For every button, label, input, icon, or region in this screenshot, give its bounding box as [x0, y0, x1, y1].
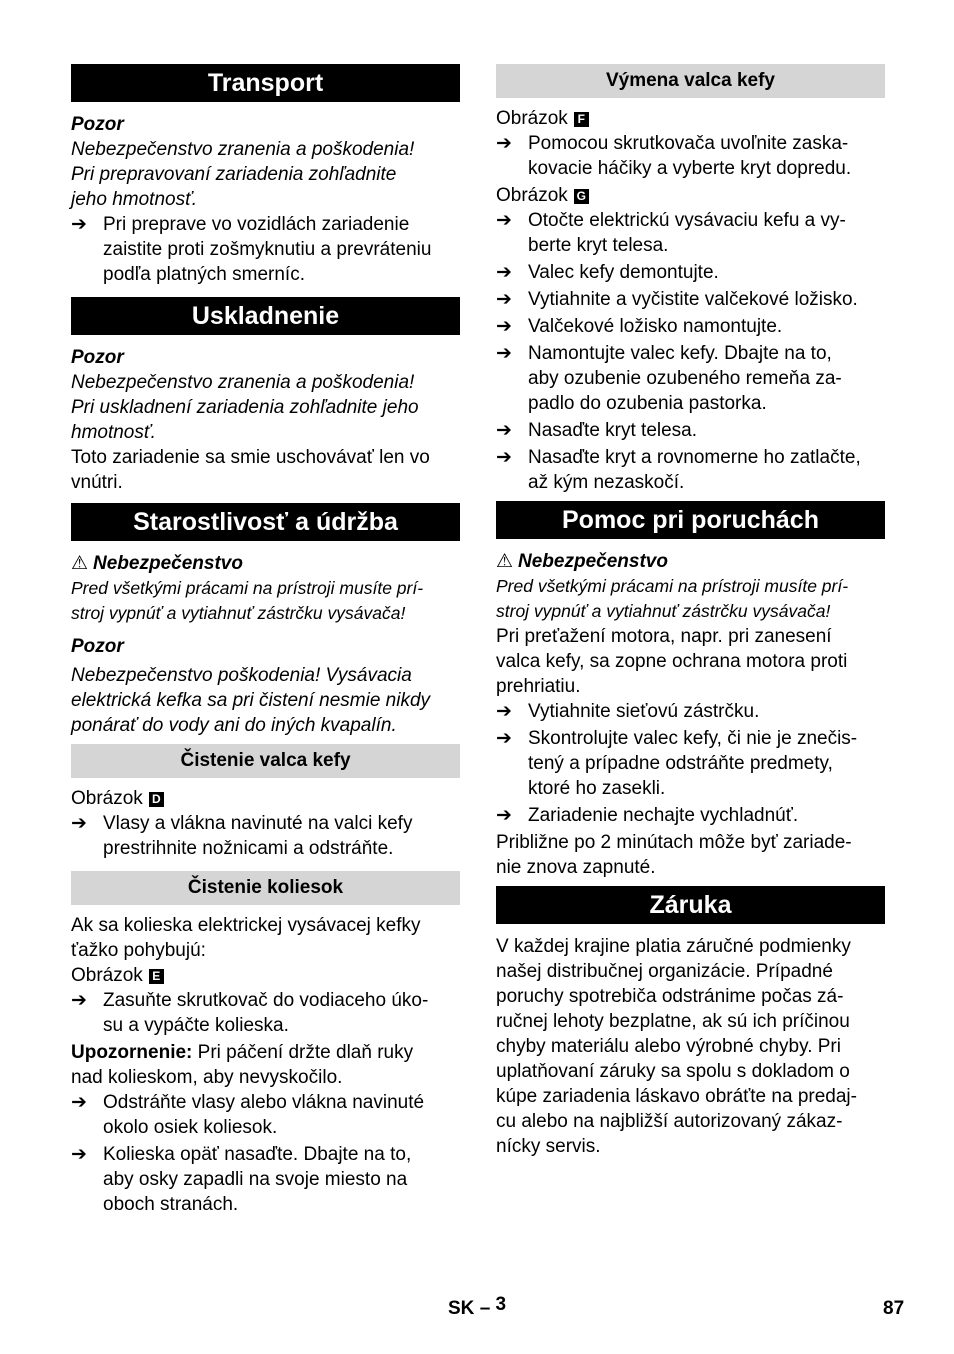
figure-letter-badge: D	[149, 792, 164, 807]
figure-reference: Obrázok F	[496, 106, 885, 131]
arrow-right-icon: ➔	[496, 343, 512, 364]
warning-triangle-icon: ⚠	[71, 553, 89, 574]
bullet-item: ➔ Valec kefy demontujte.	[496, 262, 719, 283]
body-text-line: prehriatiu.	[496, 676, 581, 697]
figure-reference: Obrázok D	[71, 786, 460, 811]
body-text-line: uplatňovaní záruky sa spolu s dokladom o	[496, 1061, 850, 1082]
arrow-right-icon: ➔	[71, 813, 87, 834]
body-text-line: valca kefy, sa zopne ochrana motora proti	[496, 651, 848, 672]
caution-text-line: Nebezpečenstvo zranenia a poškodenia!	[71, 139, 415, 160]
arrow-right-icon: ➔	[71, 1092, 87, 1113]
arrow-right-icon: ➔	[496, 447, 512, 468]
body-text-line: vnútri.	[71, 472, 123, 493]
arrow-right-icon: ➔	[496, 420, 512, 441]
danger-text-line: stroj vypnúť a vytiahnuť zástrčku vysávača!	[496, 601, 831, 621]
danger-text-line: stroj vypnúť a vytiahnuť zástrčku vysávača!	[71, 603, 406, 623]
body-text-line: ťažko pohybujú:	[71, 940, 206, 961]
arrow-right-icon: ➔	[496, 728, 512, 749]
body-text-line: ručnej lehoty bezplatne, ak sú ich príčinou	[496, 1011, 850, 1032]
body-text-line: chyby materiálu alebo výrobné chyby. Pri	[496, 1036, 841, 1057]
bullet-item: ➔ Pri preprave vo vozidlách zariadenie zaistite proti zošmyknutiu a prevráteniu podľa platných smerníc.	[71, 214, 432, 285]
section-heading-storage: Uskladnenie	[71, 297, 460, 335]
arrow-right-icon: ➔	[496, 289, 512, 310]
subsection-heading-roller-cleaning: Čistenie valca kefy	[71, 744, 460, 778]
footer-dash: –	[479, 1298, 491, 1319]
body-text-line: Pri preťažení motora, napr. pri zanesení	[496, 626, 832, 647]
subsection-heading-roller-replace: Výmena valca kefy	[496, 64, 885, 98]
arrow-right-icon: ➔	[71, 214, 87, 235]
warning-triangle-icon: ⚠	[496, 551, 514, 572]
caution-text-line: ponárať do vody ani do iných kvapalín.	[71, 715, 397, 736]
caution-text-line: hmotnosť.	[71, 422, 156, 443]
caution-text-line: elektrická kefka sa pri čistení nesmie nikdy	[71, 690, 431, 711]
left-column	[71, 64, 460, 1219]
body-text-line: poruchy spotrebiča odstránime počas zá-	[496, 986, 844, 1007]
bullet-item: ➔ Namontujte valec kefy. Dbajte na to, aby ozubenie ozubeného remeňa za- padlo do ozubenia pastorka.	[496, 343, 842, 414]
arrow-right-icon: ➔	[496, 701, 512, 722]
note-text: nad kolieskom, aby nevyskočilo.	[71, 1067, 343, 1088]
figure-letter-badge: G	[574, 189, 589, 204]
caution-text-line: jeho hmotnosť.	[71, 189, 198, 210]
arrow-right-icon: ➔	[496, 805, 512, 826]
body-text-line: V každej krajine platia záručné podmienky	[496, 936, 851, 957]
bullet-item: ➔ Nasaďte kryt a rovnomerne ho zatlačte, až kým nezaskočí.	[496, 447, 861, 493]
body-text-line: Toto zariadenie sa smie uschovávať len vo	[71, 447, 430, 468]
bullet-item: ➔ Kolieska opäť nasaďte. Dbajte na to, aby osky zapadli na svoje miesto na oboch stranách.	[71, 1144, 412, 1215]
bullet-item: ➔ Pomocou skrutkovača uvoľnite zaska- kovacie háčiky a vyberte kryt dopredu.	[496, 133, 852, 179]
footer-language: SK	[448, 1298, 475, 1319]
bullet-item: ➔ Zasuňte skrutkovač do vodiaceho úko- su a vypáčte kolieska.	[71, 990, 429, 1036]
arrow-right-icon: ➔	[496, 262, 512, 283]
right-column	[496, 64, 885, 1159]
bullet-item: ➔ Vlasy a vlákna navinuté na valci kefy prestrihnite nožnicami a odstráňte.	[71, 813, 413, 859]
arrow-right-icon: ➔	[71, 990, 87, 1011]
body-text-line: našej distribučnej organizácie. Prípadné	[496, 961, 833, 982]
note-text: Upozornenie: Pri páčení držte dlaň ruky	[71, 1042, 414, 1063]
note-label: Upozornenie:	[71, 1042, 193, 1063]
body-text-line: nie znova zapnuté.	[496, 857, 656, 878]
caution-label: Pozor	[71, 636, 124, 657]
page-number: 87	[883, 1298, 905, 1319]
arrow-right-icon: ➔	[496, 210, 512, 231]
figure-letter-badge: E	[149, 969, 164, 984]
body-text-line: Približne po 2 minútach môže byť zariade-	[496, 832, 852, 853]
arrow-right-icon: ➔	[71, 1144, 87, 1165]
danger-text-line: Pred všetkými prácami na prístroji musíte prí-	[496, 576, 849, 596]
danger-label: ⚠ Nebezpečenstvo	[496, 551, 668, 572]
bullet-item: ➔ Odstráňte vlasy alebo vlákna navinuté okolo osiek koliesok.	[71, 1092, 425, 1138]
figure-letter-badge: F	[574, 112, 589, 127]
section-heading-warranty: Záruka	[496, 886, 885, 924]
caution-text-line: Nebezpečenstvo poškodenia! Vysávacia	[71, 665, 412, 686]
figure-reference: Obrázok E	[71, 963, 460, 988]
caution-text-line: Pri uskladnení zariadenia zohľadnite jeho	[71, 397, 419, 418]
body-text-line: Ak sa kolieska elektrickej vysávacej kefky	[71, 915, 421, 936]
bullet-item: ➔ Skontrolujte valec kefy, či nie je znečis- tený a prípadne odstráňte predmety, ktoré ho zasekli.	[496, 728, 858, 799]
bullet-item: ➔ Vytiahnite sieťovú zástrčku.	[496, 701, 760, 722]
section-heading-troubleshooting: Pomoc pri poruchách	[496, 501, 885, 539]
caution-label: Pozor	[71, 114, 124, 135]
body-text-line: cu alebo na najbližší autorizovaný zákaz-	[496, 1111, 843, 1132]
caution-label: Pozor	[71, 347, 124, 368]
arrow-right-icon: ➔	[496, 133, 512, 154]
section-heading-transport: Transport	[71, 64, 460, 102]
subsection-heading-wheel-cleaning: Čistenie koliesok	[71, 871, 460, 905]
caution-text-line: Pri prepravovaní zariadenia zohľadnite	[71, 164, 397, 185]
figure-reference: Obrázok G	[496, 183, 885, 208]
footer-section-marker	[448, 1294, 507, 1320]
section-heading-care: Starostlivosť a údržba	[71, 503, 460, 541]
danger-text-line: Pred všetkými prácami na prístroji musíte prí-	[71, 578, 424, 598]
body-text-line: kúpe zariadenia láskavo obráťte na predaj-	[496, 1086, 857, 1107]
bullet-item: ➔ Otočte elektrickú vysávaciu kefu a vy- berte kryt telesa.	[496, 210, 846, 256]
caution-text-line: Nebezpečenstvo zranenia a poškodenia!	[71, 372, 415, 393]
footer-section-page: 3	[495, 1294, 507, 1315]
body-text-line: nícky servis.	[496, 1136, 601, 1157]
bullet-item: ➔ Valčekové ložisko namontujte.	[496, 316, 783, 337]
arrow-right-icon: ➔	[496, 316, 512, 337]
danger-label: ⚠ Nebezpečenstvo	[71, 553, 243, 574]
bullet-item: ➔ Nasaďte kryt telesa.	[496, 420, 698, 441]
bullet-item: ➔ Zariadenie nechajte vychladnúť.	[496, 805, 799, 826]
bullet-item: ➔ Vytiahnite a vyčistite valčekové ložisko.	[496, 289, 858, 310]
